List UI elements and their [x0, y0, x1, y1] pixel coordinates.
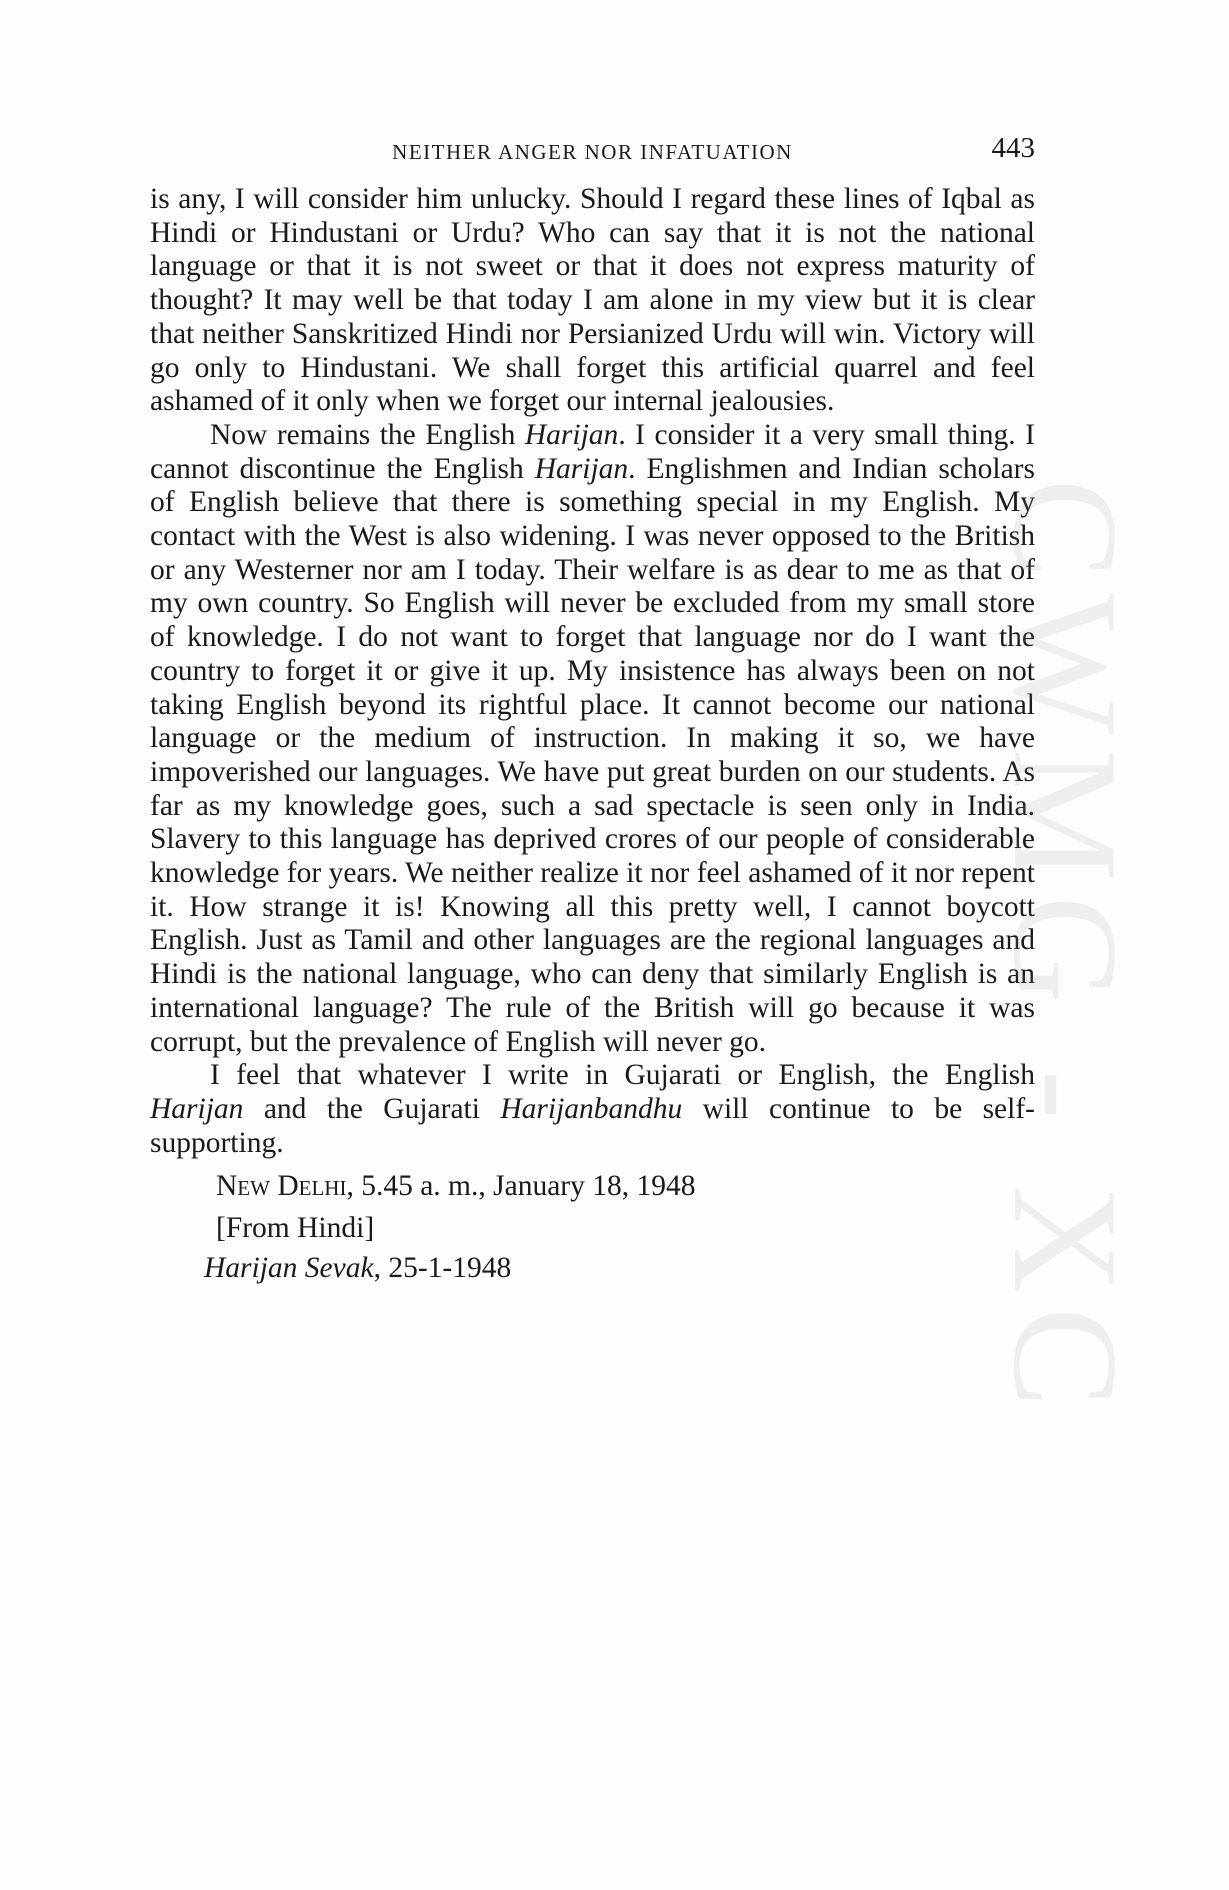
date-time: , 5.45 a. m., January 18, 1948 — [346, 1170, 696, 1203]
paragraph-1: is any, I will consider him unlucky. Should I regard these lines of Iqbal as Hindi or Hindustani or Urdu? Who can say that it is not the national language or that it is not sweet or that it does not express maturity of thought? It may well be that today I am alone in my view but it is clear that neither Sanskritized Hindi nor Persianized Urdu will win. Victory will go only to Hindustani. We shall forget this artificial quarrel and feel ashamed of it only when we forget our internal jealousies. — [150, 183, 1035, 418]
paragraph-3-part-c: and the Gujarati — [243, 1092, 501, 1125]
italic-harijan: Harijan — [150, 1092, 244, 1125]
watermark-text: CWMG - XC — [982, 478, 1148, 1422]
place-date-line — [150, 1170, 1035, 1204]
running-title: NEITHER ANGER NOR INFATUATION — [392, 140, 793, 164]
publication-date: , 25-1-1948 — [373, 1251, 512, 1284]
page-number: 443 — [991, 132, 1035, 164]
paragraph-2-part-c: . I consider it a very small thing. I cannot discontinue the English — [150, 418, 1035, 485]
source-publication — [150, 1252, 1035, 1286]
paragraph-2 — [150, 419, 1035, 1059]
italic-harijan: Harijan — [524, 418, 619, 451]
running-header — [150, 132, 1035, 172]
paragraph-3-part-a: I feel that whatever I write in Gujarati or English, the English — [210, 1059, 1035, 1092]
paragraph-2-part-e: . Englishmen and Indian scholars of English believe that there is something special in my English. My contact with the West is also widening. I was never opposed to the British or any Westerner nor am I today. Their welfare is as dear to me as that of my own country. So English will never be excluded from my small store of knowledge. I do not want to forget that language nor do I want the country to forget it or give it up. My insistence has always been on not taking English beyond its rightful place. It cannot become our national language or the medium of instruction. In making it so, we have impoverished our languages. We have put great burden on our students. As far as my knowledge goes, such a sad spectacle is seen only in India. Slavery to this language has deprived crores of our people of considerable knowledge for years. We neither realize it nor feel ashamed of it nor repent it. How strange it is! Knowing all this pretty well, I cannot boycott English. Just as Tamil and other languages are the regional languages and Hindi is the national language, who can deny that similarly English is an international language? The rule of the British will go because it was corrupt, but the prevalence of English will never go. — [150, 452, 1035, 1058]
italic-harijanbandhu: Harijanbandhu — [500, 1092, 683, 1125]
body-text — [150, 183, 1035, 1286]
paragraph-3 — [150, 1059, 1035, 1160]
italic-harijan: Harijan — [534, 452, 629, 485]
publication-title: Harijan Sevak — [204, 1251, 374, 1284]
source-language: [From Hindi] — [216, 1212, 375, 1245]
paragraph-3-part-e: will continue to be self-supporting. — [150, 1092, 1035, 1159]
place-name: New Delhi — [216, 1170, 347, 1203]
watermark — [982, 478, 1148, 1422]
paragraph-2-part-a: Now remains the English — [210, 418, 525, 451]
